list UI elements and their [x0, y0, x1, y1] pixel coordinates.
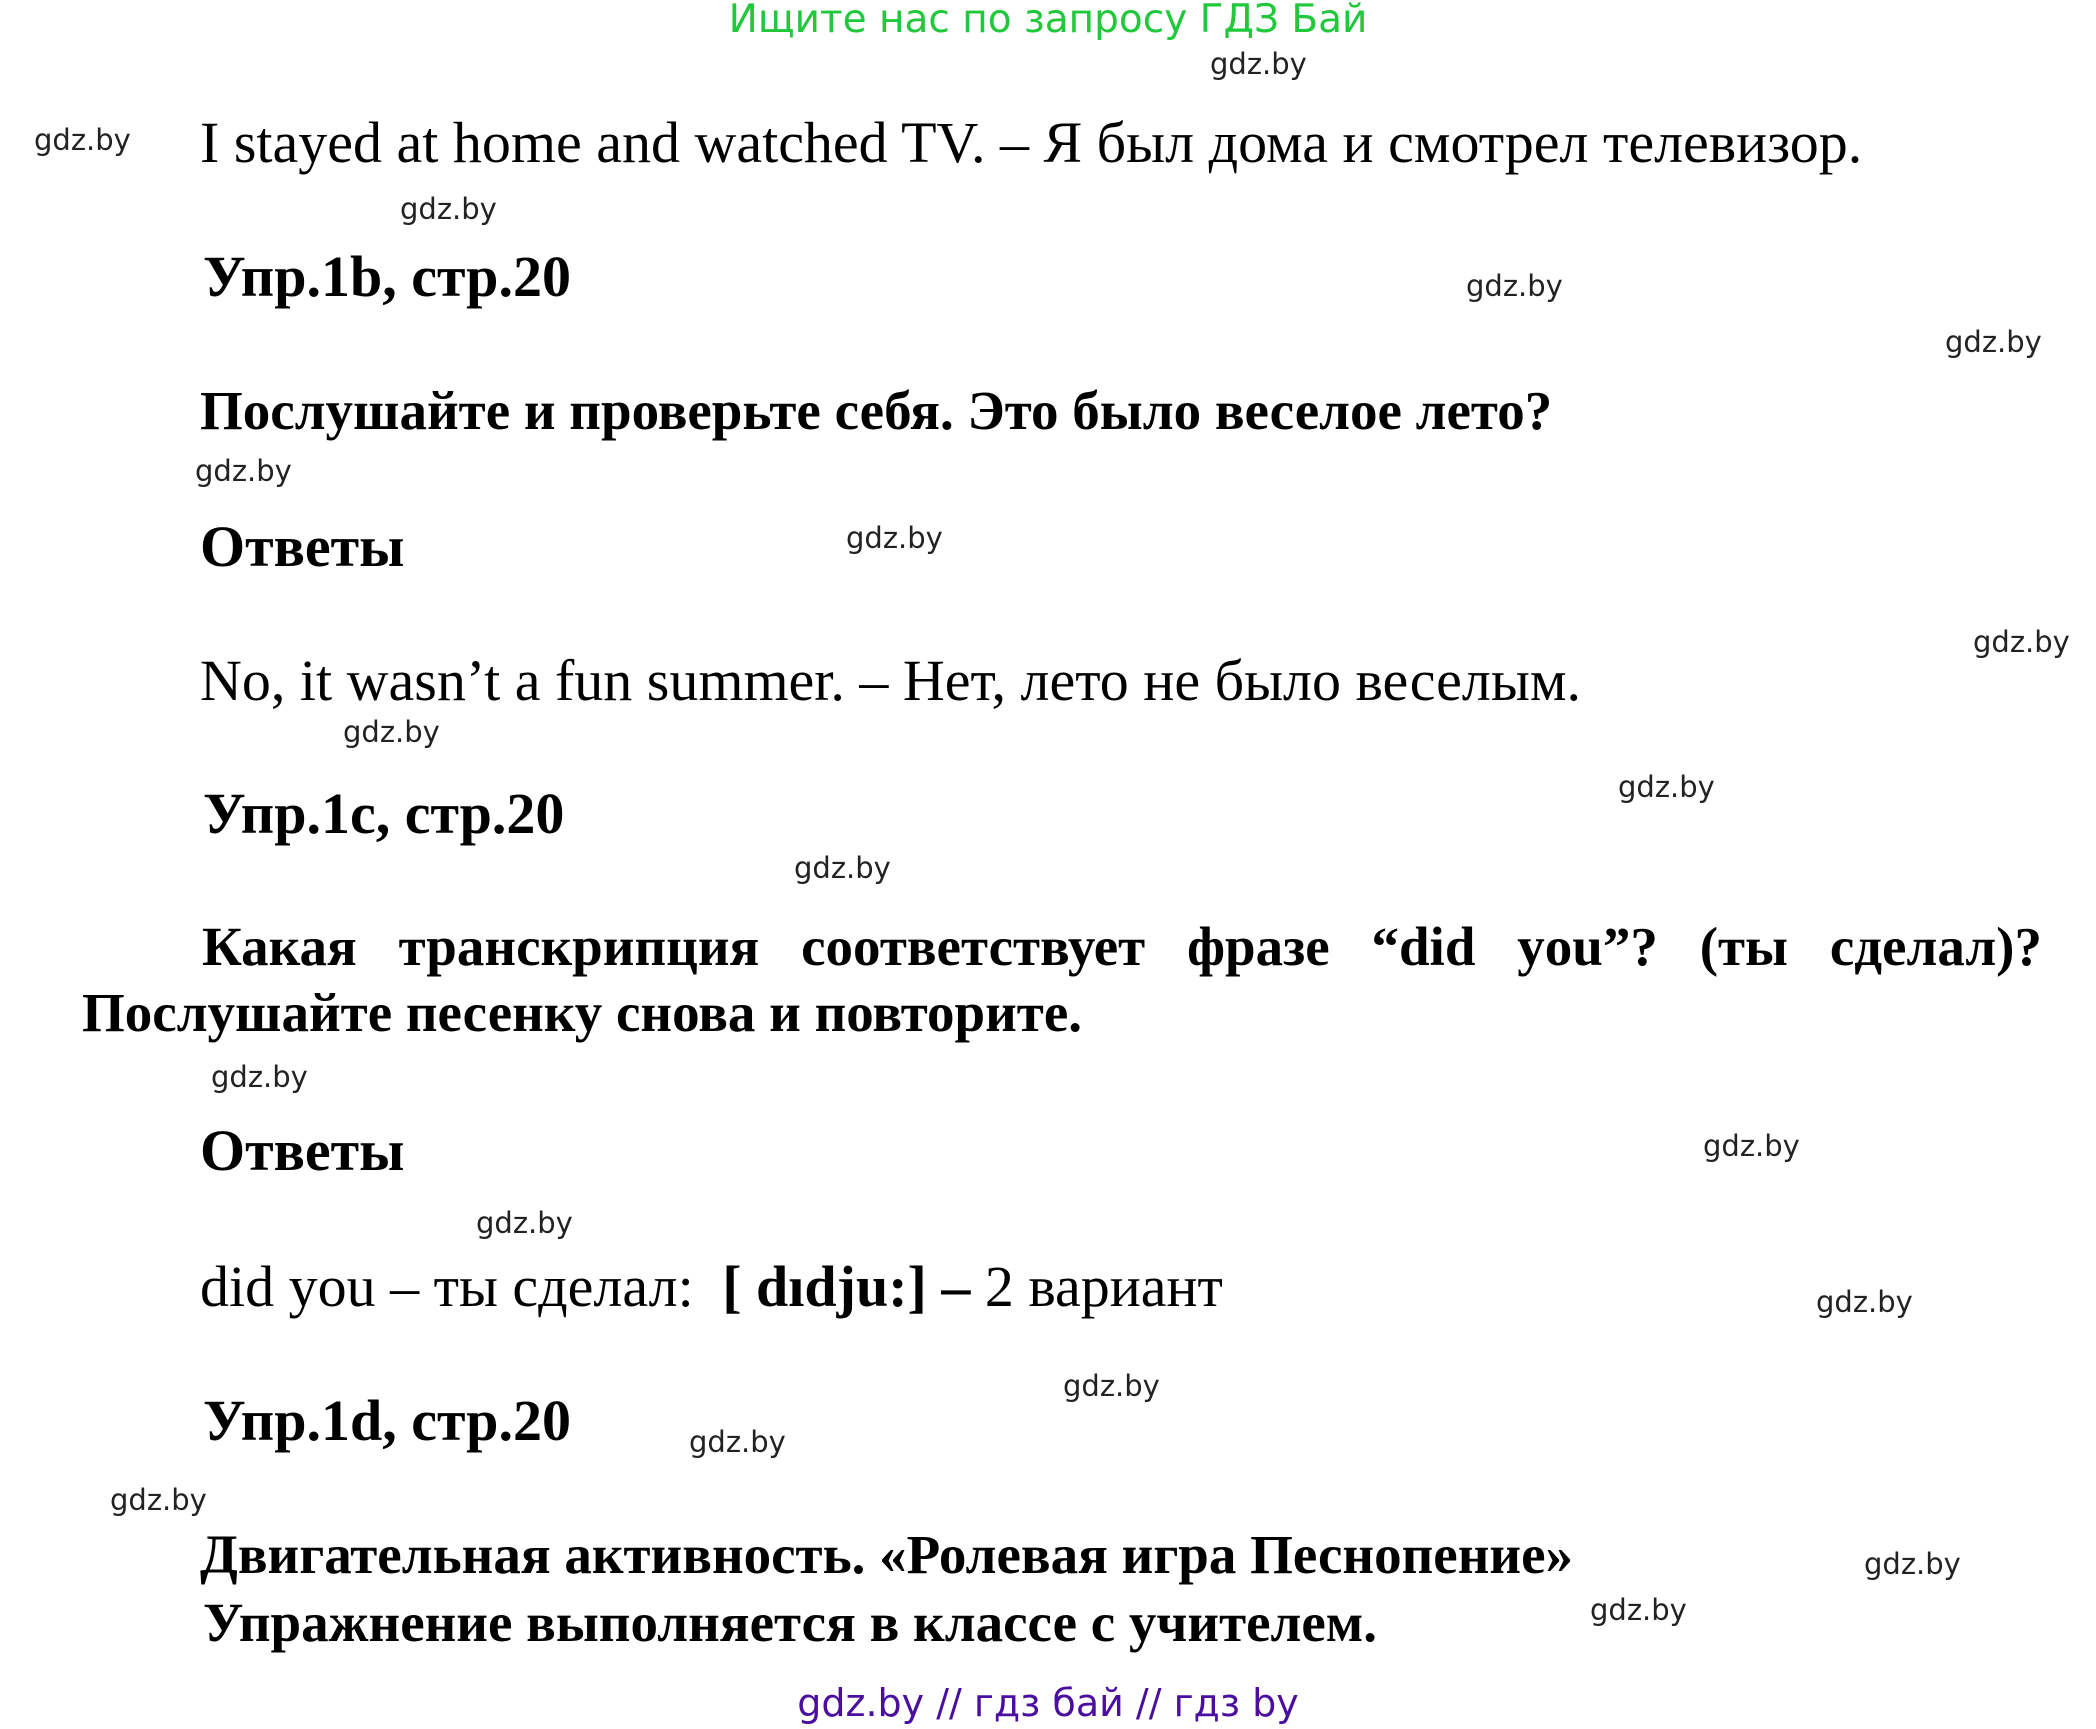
search-banner: Ищите нас по запросу ГДЗ Бай: [728, 0, 1368, 42]
watermark: gdz.by: [343, 715, 440, 749]
watermark: gdz.by: [211, 1060, 308, 1094]
watermark: gdz.by: [34, 123, 131, 157]
watermark: gdz.by: [1466, 269, 1563, 303]
watermark: gdz.by: [400, 192, 497, 226]
watermark: gdz.by: [1973, 625, 2070, 659]
watermark: gdz.by: [1590, 1593, 1687, 1627]
watermark: gdz.by: [1210, 47, 1307, 81]
watermark: gdz.by: [1703, 1129, 1800, 1163]
exercise-1d-title: Упр.1d, стр.20: [203, 1388, 571, 1453]
answer-prefix: did you – ты сделал:: [200, 1254, 694, 1319]
exercise-1c-title: Упр.1c, стр.20: [203, 781, 565, 846]
watermark: gdz.by: [1945, 325, 2042, 359]
watermark: gdz.by: [1618, 770, 1715, 804]
exercise-1d-line1: Двигательная активность. «Ролевая игра Песнопение»: [200, 1524, 1573, 1585]
watermark: gdz.by: [1063, 1369, 1160, 1403]
exercise-1b-answer: No, it wasn’t a fun summer. – Нет, лето не было веселым.: [200, 648, 1582, 713]
footer-links: gdz.by // гдз бай // гдз by: [797, 1681, 1299, 1725]
watermark: gdz.by: [1864, 1547, 1961, 1581]
watermark: gdz.by: [110, 1483, 207, 1517]
answers-label: Ответы: [200, 1118, 405, 1183]
exercise-1c-answer: [200, 1256, 1223, 1318]
sentence-stayed-home: I stayed at home and watched TV. – Я был дома и смотрел телевизор.: [200, 110, 1863, 175]
exercise-1c-question: Какая транскрипция соответствует фразе “did you”? (ты сделал)? Послушайте песенку снова и повторите.: [82, 916, 2042, 1043]
watermark: gdz.by: [476, 1206, 573, 1240]
watermark: gdz.by: [195, 454, 292, 488]
watermark: gdz.by: [1816, 1285, 1913, 1319]
answers-label: Ответы: [200, 514, 405, 579]
answer-variant: 2 вариант: [984, 1254, 1223, 1319]
exercise-1b-title: Упр.1b, стр.20: [203, 244, 571, 309]
exercise-1d-line2: Упражнение выполняется в классе с учителем.: [203, 1592, 1378, 1653]
watermark: gdz.by: [689, 1425, 786, 1459]
transcription: [ dıdju:] –: [722, 1254, 971, 1319]
exercise-1b-question: Послушайте и проверьте себя. Это было веселое лето?: [200, 380, 1553, 441]
watermark: gdz.by: [794, 851, 891, 885]
watermark: gdz.by: [846, 521, 943, 555]
